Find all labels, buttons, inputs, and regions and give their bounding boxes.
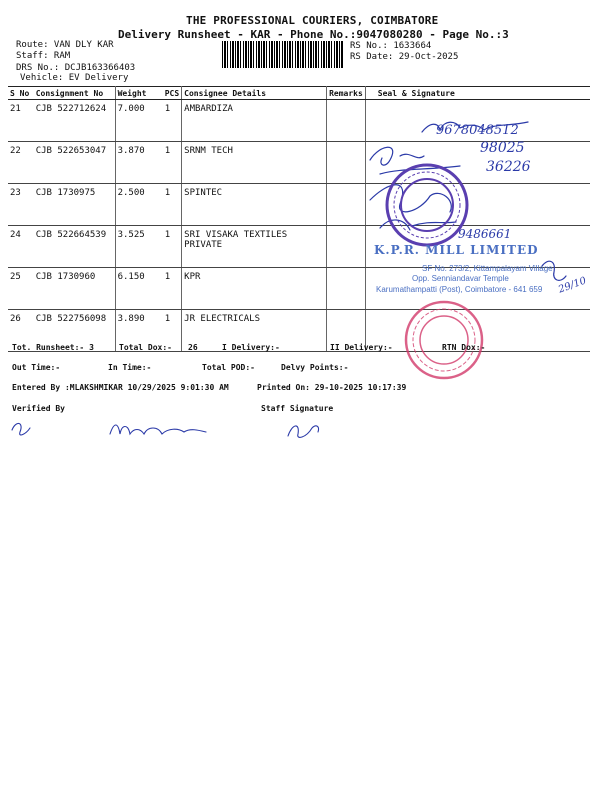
kpr-stamp-line2: Opp. Senniandavar Temple — [412, 274, 509, 283]
total-dox-value: 26 — [188, 343, 198, 352]
total-dox-label: Total Dox:- — [119, 343, 172, 352]
handwritten-row24-phone: 9486661 — [458, 227, 512, 241]
row-consignee: SRI VISAKA TEXTILES PRIVATE — [182, 226, 327, 268]
row-sno: 24 — [8, 226, 34, 268]
row-sno: 21 — [8, 100, 34, 142]
row-sno: 26 — [8, 310, 34, 352]
pink-round-seal — [402, 298, 486, 382]
row-consignment: CJB 522712624 — [34, 100, 115, 142]
handwritten-phone: 9678048512 — [436, 123, 519, 138]
staff-label: Staff: RAM — [16, 51, 71, 61]
in-time: In Time:- — [108, 363, 152, 372]
footer-signatures — [8, 414, 338, 444]
ii-delivery: II Delivery:- — [330, 343, 393, 352]
rs-number: RS No.: 1633664 — [350, 41, 432, 51]
rtn-dox: RTN Dox:- — [442, 343, 486, 352]
row-consignee: SRNM TECH — [182, 142, 327, 184]
col-weight: Weight — [115, 87, 163, 100]
total-pod: Total POD:- — [202, 363, 255, 372]
col-consignment: Consignment No — [34, 87, 115, 100]
row-weight: 3.890 — [115, 310, 163, 352]
row-consignment: CJB 1730960 — [34, 268, 115, 310]
verified-by-label: Verified By — [12, 404, 65, 413]
kpr-stamp-line3: Karumathampatti (Post), Coimbatore - 641 659 — [376, 285, 543, 294]
row-consignee: KPR — [182, 268, 327, 310]
row-weight: 3.525 — [115, 226, 163, 268]
row-pcs: 1 — [163, 100, 182, 142]
row-weight: 6.150 — [115, 268, 163, 310]
printed-on: Printed On: 29-10-2025 10:17:39 — [257, 383, 407, 392]
col-pcs: PCS — [163, 87, 182, 100]
verifier-signature — [110, 425, 206, 434]
row-pcs: 1 — [163, 310, 182, 352]
i-delivery: I Delivery:- — [222, 343, 280, 352]
row-pcs: 1 — [163, 142, 182, 184]
barcode-image — [222, 41, 344, 68]
row-consignment: CJB 522664539 — [34, 226, 115, 268]
handwritten-number-a: 98025 — [480, 140, 525, 156]
row-sno: 22 — [8, 142, 34, 184]
entered-by: Entered By :MLAKSHMIKAR 10/29/2025 9:01:30 AM — [12, 383, 229, 392]
row-weight: 7.000 — [115, 100, 163, 142]
staff-signature-label: Staff Signature — [261, 404, 334, 413]
staff-signature — [288, 426, 319, 437]
row-consignee: SPINTEC — [182, 184, 327, 226]
vehicle-label: Vehicle: EV Delivery — [20, 73, 129, 83]
row-pcs: 1 — [163, 226, 182, 268]
row-pcs: 1 — [163, 268, 182, 310]
row-consignee: AMBARDIZA — [182, 100, 327, 142]
row-weight: 2.500 — [115, 184, 163, 226]
out-time: Out Time:- — [12, 363, 61, 372]
row-weight: 3.870 — [115, 142, 163, 184]
kpr-stamp-name: K.P.R. MILL LIMITED — [374, 243, 539, 257]
kpr-stamp-line1: SF No. 273/2, Kittampalayam Village — [422, 264, 553, 273]
col-consignee: Consignee Details — [182, 87, 327, 100]
row-consignment: CJB 522653047 — [34, 142, 115, 184]
row-consignee: JR ELECTRICALS — [182, 310, 327, 352]
row-sno: 23 — [8, 184, 34, 226]
col-sno: S No — [8, 87, 34, 100]
rs-date: RS Date: 29-Oct-2025 — [350, 52, 459, 62]
company-title: THE PROFESSIONAL COURIERS, COIMBATORE — [186, 14, 439, 27]
handwritten-date: 29/10 — [556, 275, 588, 296]
row-pcs: 1 — [163, 184, 182, 226]
handwritten-number-b: 36226 — [486, 159, 531, 175]
route-label: Route: VAN DLY KAR — [16, 40, 114, 50]
col-remarks: Remarks — [327, 87, 366, 100]
row-consignment: CJB 1730975 — [34, 184, 115, 226]
table-header-row — [8, 87, 590, 100]
runsheet-title: Delivery Runsheet - KAR - Phone No.:9047080280 - Page No.:3 — [118, 28, 509, 41]
purple-round-seal — [382, 160, 472, 250]
drs-number: DRS No.: DCJB163366403 — [16, 63, 136, 73]
total-runsheet: Tot. Runsheet:- 3 — [12, 343, 94, 352]
delivery-points: Delvy Points:- — [281, 363, 349, 372]
row-consignment: CJB 522756098 — [34, 310, 115, 352]
verifier-initials — [12, 423, 30, 435]
row-sno: 25 — [8, 268, 34, 310]
col-seal-signature: Seal & Signature — [365, 87, 590, 100]
